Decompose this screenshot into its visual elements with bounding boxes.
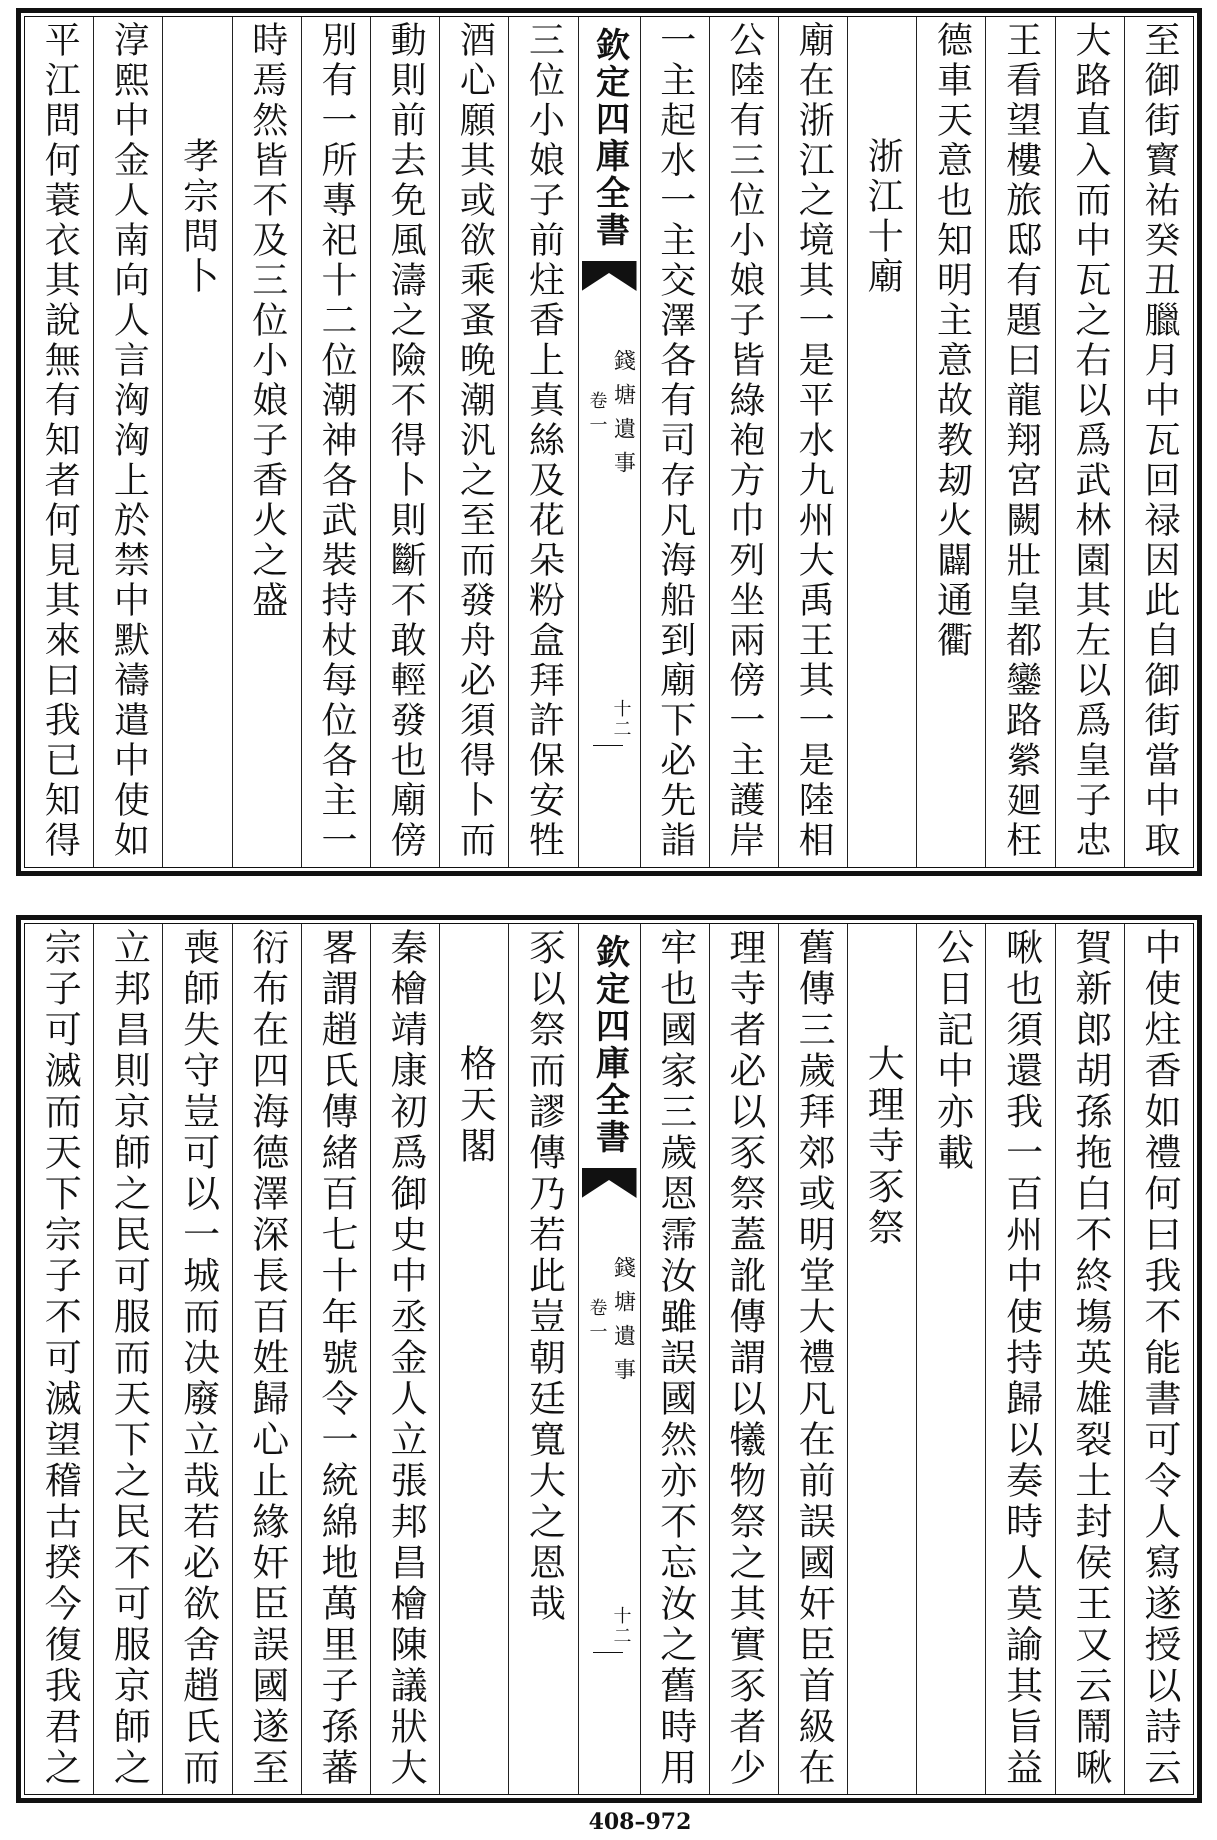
text-column: 廟在浙江之境其一是平水九州大禹王其一是陸相	[778, 17, 847, 867]
collection-title: 欽定四庫全書	[589, 27, 630, 249]
center-column	[578, 924, 640, 1794]
text-column: 動則前去免風濤之險不得卜則斷不敢輕發也廟傍	[370, 17, 439, 867]
text-column: 衍布在四海德澤深長百姓歸心止緣奸臣誤國遂至	[232, 924, 301, 1794]
folio-rule	[593, 1652, 623, 1653]
lower-half-page	[16, 915, 1202, 1803]
upper-half-page	[16, 8, 1202, 876]
text-column: 別有一所專祀十二位潮神各武裝持杖每位各主一	[301, 17, 370, 867]
text-column: 酒心願其或欲乘蚤晚潮汎之至而發舟必須得卜而	[439, 17, 508, 867]
page-code: 408–972	[588, 1809, 692, 1835]
text-column: 王看望樓旅邸有題曰龍翔宮闕壯皇都鑾路縈廻枉	[985, 17, 1054, 867]
section-heading: 浙江十廟	[847, 17, 916, 867]
book-title: 錢塘遺事	[610, 1256, 636, 1392]
text-column: 大路直入而中瓦之右以爲武林園其左以爲皇子忠	[1055, 17, 1124, 867]
text-column: 至御街寳祐癸丑臘月中瓦回禄因此自御街當中取	[1124, 17, 1193, 867]
folio-rule	[593, 745, 623, 746]
text-column: 德車天意也知明主意故教刼火闢通衢	[916, 17, 985, 867]
volume-label: 卷一	[586, 391, 608, 439]
collection-title: 欽定四庫全書	[589, 934, 630, 1156]
text-column: 立邦昌則京師之民可服而天下之民不可服京師之	[93, 924, 162, 1794]
text-column: 公陸有三位小娘子皆綠袍方巾列坐兩傍一主護岸	[709, 17, 778, 867]
section-heading: 孝宗問卜	[162, 17, 231, 867]
text-column: 舊傳三歲拜郊或明堂大禮凡在前誤國奸臣首級在	[778, 924, 847, 1794]
text-column: 賀新郎胡孫拖白不終塲英雄裂土封侯王又云鬧啾	[1055, 924, 1124, 1794]
text-column: 一主起水一主交澤各有司存凡海船到廟下必先詣	[640, 17, 709, 867]
folio-number: 十二	[610, 699, 632, 739]
text-column: 喪師失守豈可以一城而决廢立哉若必欲舍趙氏而	[162, 924, 231, 1794]
text-column: 淳熙中金人南向人言洶洶上於禁中默禱遣中使如	[93, 17, 162, 867]
text-grid	[24, 923, 1194, 1795]
text-grid	[24, 16, 1194, 868]
text-column: 宗子可滅而天下宗子不可滅望稽古揆今復我君之	[38, 928, 82, 1789]
text-column: 啾也須還我一百州中使持歸以奏時人莫諭其旨益	[985, 924, 1054, 1794]
text-column: 公日記中亦載	[916, 924, 985, 1794]
text-column: 平江問何蓑衣其說無有知者何見其來曰我已知得	[39, 21, 81, 861]
fishtail-mark-icon	[582, 261, 637, 291]
section-heading: 格天閣	[439, 924, 508, 1794]
text-column: 中使炷香如禮何曰我不能書可令人寫遂授以詩云	[1124, 924, 1193, 1794]
fishtail-mark-icon	[582, 1168, 637, 1198]
center-column	[578, 17, 640, 867]
text-column: 理寺者必以豕祭蓋訛傳謂以犧物祭之其實豕者少	[709, 924, 778, 1794]
text-column: 秦檜靖康初爲御史中丞金人立張邦昌檜陳議狀大	[370, 924, 439, 1794]
text-column: 牢也國家三歲恩霈汝雖誤國然亦不忘汝之舊時用	[640, 924, 709, 1794]
section-heading: 大理寺豕祭	[847, 924, 916, 1794]
text-column: 豕以祭而謬傳乃若此豈朝廷寬大之恩哉	[508, 924, 577, 1794]
text-column: 時焉然皆不及三位小娘子香火之盛	[232, 17, 301, 867]
volume-label: 卷一	[586, 1298, 608, 1346]
text-column: 畧謂趙氏傳緒百七十年號令一統綿地萬里子孫蕃	[301, 924, 370, 1794]
folio-number: 十二	[610, 1606, 632, 1646]
book-title: 錢塘遺事	[610, 349, 636, 485]
text-column: 三位小娘子前炷香上真絲及花朵粉盒拜許保安牲	[508, 17, 577, 867]
